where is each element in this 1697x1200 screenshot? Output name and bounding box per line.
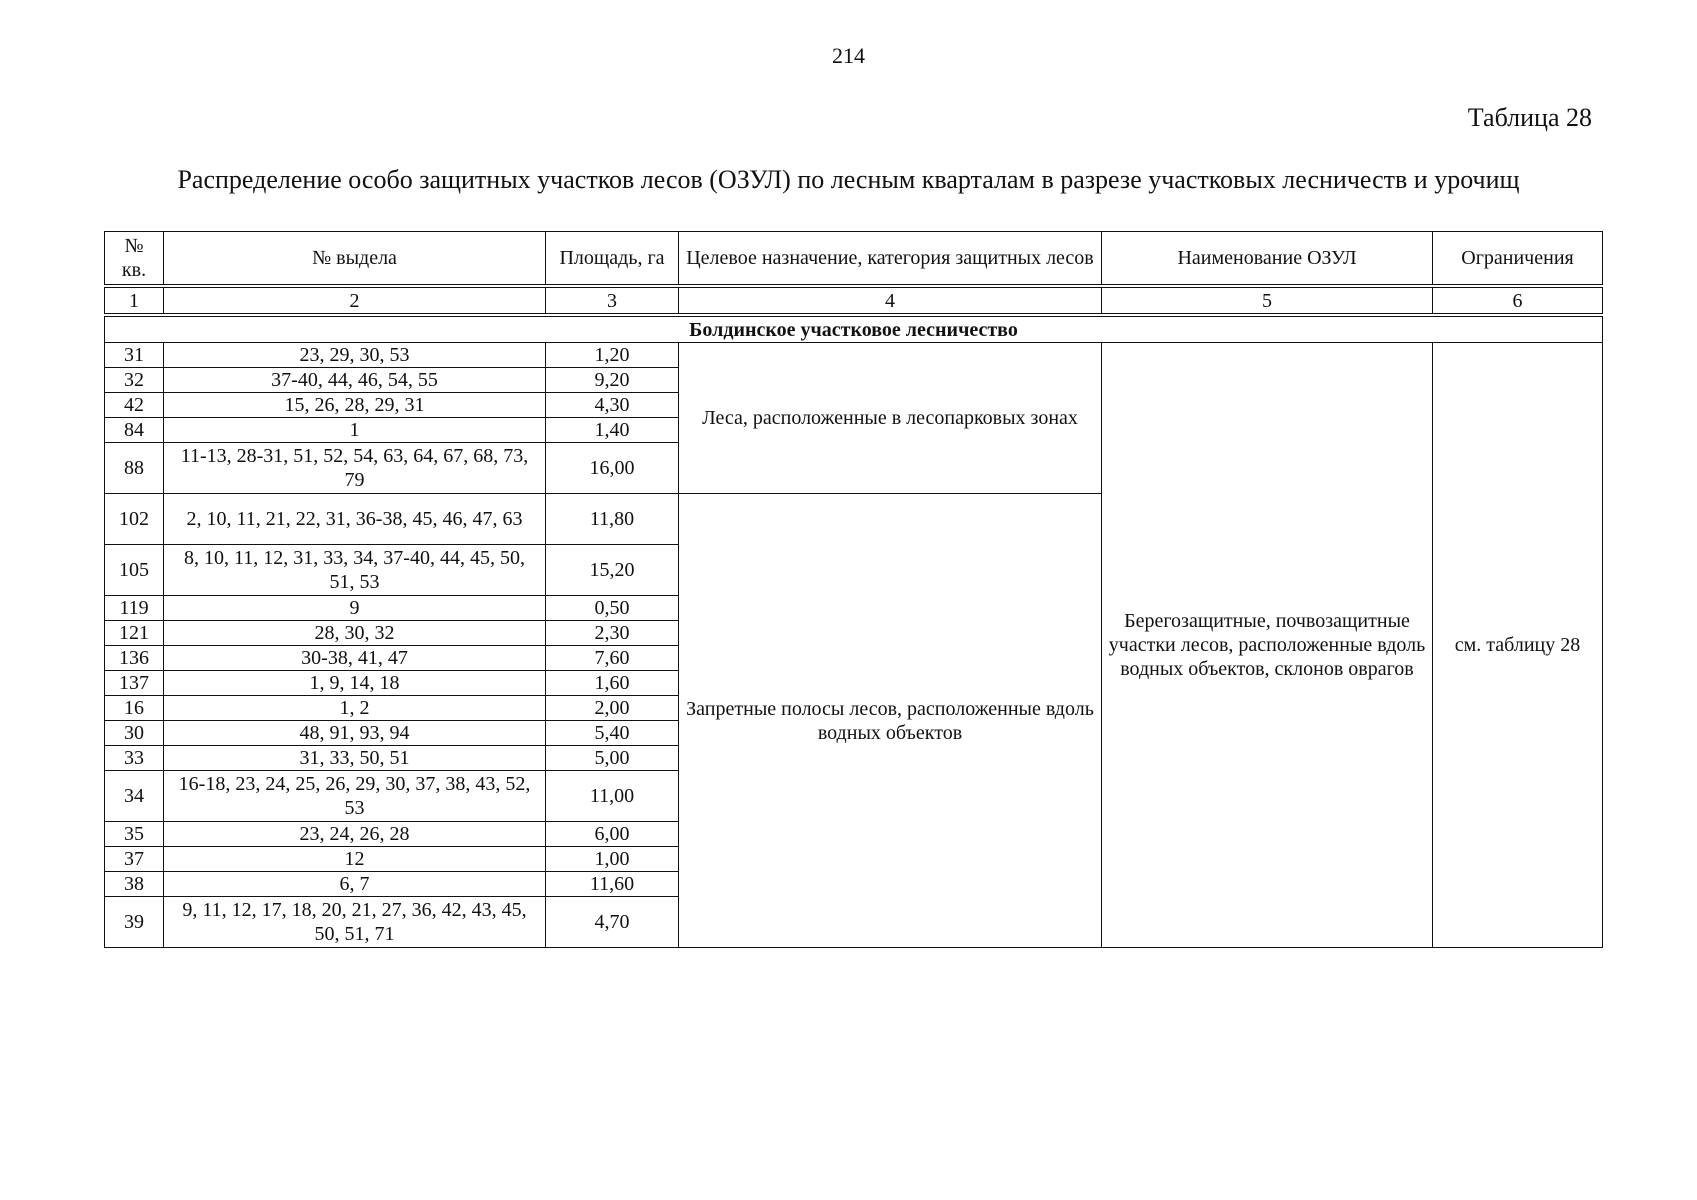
section-title: Болдинское участковое лесничество bbox=[105, 315, 1603, 343]
header-kv: № кв. bbox=[105, 232, 164, 287]
vydel-cell: 37-40, 44, 46, 54, 55 bbox=[164, 368, 546, 393]
header-area: Площадь, га bbox=[546, 232, 679, 287]
column-number: 1 bbox=[105, 286, 164, 315]
area-cell: 6,00 bbox=[546, 822, 679, 847]
column-number: 5 bbox=[1102, 286, 1433, 315]
kv-cell: 42 bbox=[105, 393, 164, 418]
area-cell: 1,60 bbox=[546, 671, 679, 696]
column-number: 2 bbox=[164, 286, 546, 315]
kv-cell: 37 bbox=[105, 847, 164, 872]
vydel-cell: 23, 24, 26, 28 bbox=[164, 822, 546, 847]
document-title: Распределение особо защитных участков лесов (ОЗУЛ) по лесным кварталам в разрезе участковых лесничеств и урочищ bbox=[177, 165, 1520, 194]
vydel-cell: 48, 91, 93, 94 bbox=[164, 721, 546, 746]
column-number: 6 bbox=[1433, 286, 1603, 315]
vydel-cell: 16-18, 23, 24, 25, 26, 29, 30, 37, 38, 43, 52, 53 bbox=[164, 771, 546, 822]
kv-cell: 119 bbox=[105, 596, 164, 621]
area-cell: 11,60 bbox=[546, 872, 679, 897]
header-vydel: № выдела bbox=[164, 232, 546, 287]
kv-cell: 136 bbox=[105, 646, 164, 671]
vydel-cell: 9 bbox=[164, 596, 546, 621]
column-number: 3 bbox=[546, 286, 679, 315]
kv-cell: 30 bbox=[105, 721, 164, 746]
area-cell: 5,00 bbox=[546, 746, 679, 771]
table-row bbox=[105, 343, 1603, 368]
header-restrictions: Ограничения bbox=[1433, 232, 1603, 287]
table-header-row bbox=[105, 232, 1603, 287]
table-label: Таблица 28 bbox=[1467, 103, 1592, 132]
area-cell: 1,00 bbox=[546, 847, 679, 872]
area-cell: 2,30 bbox=[546, 621, 679, 646]
vydel-cell: 1, 2 bbox=[164, 696, 546, 721]
vydel-cell: 31, 33, 50, 51 bbox=[164, 746, 546, 771]
column-number: 4 bbox=[679, 286, 1102, 315]
area-cell: 16,00 bbox=[546, 443, 679, 494]
area-cell: 11,80 bbox=[546, 494, 679, 545]
vydel-cell: 30-38, 41, 47 bbox=[164, 646, 546, 671]
area-cell: 2,00 bbox=[546, 696, 679, 721]
kv-cell: 38 bbox=[105, 872, 164, 897]
area-cell: 15,20 bbox=[546, 545, 679, 596]
kv-cell: 84 bbox=[105, 418, 164, 443]
purpose-cell-water: Запретные полосы лесов, расположенные вдоль водных объектов bbox=[679, 494, 1102, 948]
header-ozul-name: Наименование ОЗУЛ bbox=[1102, 232, 1433, 287]
kv-cell: 105 bbox=[105, 545, 164, 596]
kv-cell: 34 bbox=[105, 771, 164, 822]
kv-cell: 31 bbox=[105, 343, 164, 368]
vydel-cell: 8, 10, 11, 12, 31, 33, 34, 37-40, 44, 45, 50, 51, 53 bbox=[164, 545, 546, 596]
ozul-name-cell: Берегозащитные, почвозащитные участки лесов, расположенные вдоль водных объектов, склонов оврагов bbox=[1102, 343, 1433, 948]
kv-cell: 121 bbox=[105, 621, 164, 646]
header-purpose: Целевое назначение, категория защитных лесов bbox=[679, 232, 1102, 287]
vydel-cell: 15, 26, 28, 29, 31 bbox=[164, 393, 546, 418]
vydel-cell: 6, 7 bbox=[164, 872, 546, 897]
area-cell: 7,60 bbox=[546, 646, 679, 671]
page-number: 214 bbox=[832, 43, 865, 68]
vydel-cell: 28, 30, 32 bbox=[164, 621, 546, 646]
area-cell: 0,50 bbox=[546, 596, 679, 621]
vydel-cell: 23, 29, 30, 53 bbox=[164, 343, 546, 368]
kv-cell: 102 bbox=[105, 494, 164, 545]
area-cell: 4,30 bbox=[546, 393, 679, 418]
kv-cell: 32 bbox=[105, 368, 164, 393]
restrictions-cell: см. таблицу 28 bbox=[1433, 343, 1603, 948]
kv-cell: 137 bbox=[105, 671, 164, 696]
vydel-cell: 1 bbox=[164, 418, 546, 443]
area-cell: 1,40 bbox=[546, 418, 679, 443]
area-cell: 4,70 bbox=[546, 897, 679, 948]
vydel-cell: 2, 10, 11, 21, 22, 31, 36-38, 45, 46, 47, 63 bbox=[164, 494, 546, 545]
ozul-table bbox=[104, 231, 1603, 948]
vydel-cell: 1, 9, 14, 18 bbox=[164, 671, 546, 696]
area-cell: 11,00 bbox=[546, 771, 679, 822]
kv-cell: 33 bbox=[105, 746, 164, 771]
area-cell: 9,20 bbox=[546, 368, 679, 393]
vydel-cell: 9, 11, 12, 17, 18, 20, 21, 27, 36, 42, 43, 45, 50, 51, 71 bbox=[164, 897, 546, 948]
vydel-cell: 11-13, 28-31, 51, 52, 54, 63, 64, 67, 68, 73, 79 bbox=[164, 443, 546, 494]
purpose-cell-parks: Леса, расположенные в лесопарковых зонах bbox=[679, 343, 1102, 494]
area-cell: 1,20 bbox=[546, 343, 679, 368]
column-number-row bbox=[105, 286, 1603, 315]
kv-cell: 35 bbox=[105, 822, 164, 847]
vydel-cell: 12 bbox=[164, 847, 546, 872]
area-cell: 5,40 bbox=[546, 721, 679, 746]
kv-cell: 16 bbox=[105, 696, 164, 721]
kv-cell: 88 bbox=[105, 443, 164, 494]
section-row bbox=[105, 315, 1603, 343]
kv-cell: 39 bbox=[105, 897, 164, 948]
